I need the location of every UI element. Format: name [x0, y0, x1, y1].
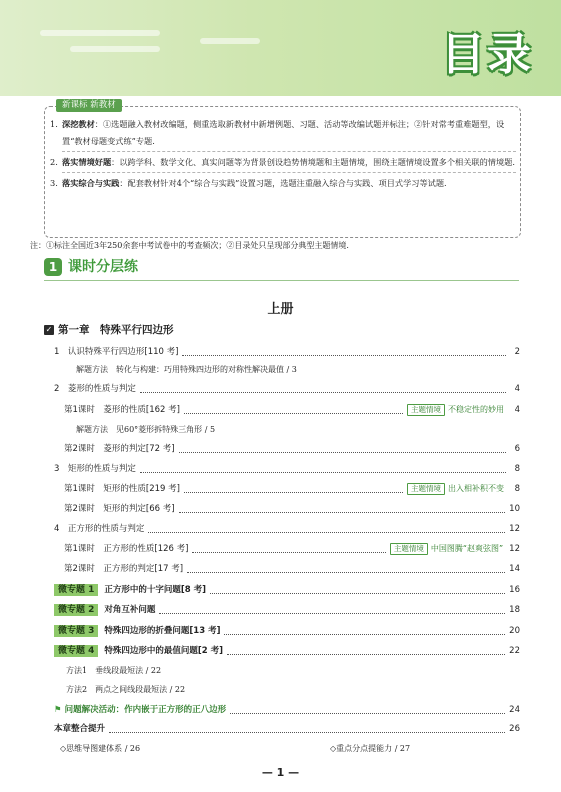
- toc-page: 14: [509, 564, 520, 574]
- toc-label: 对角互补问题: [104, 605, 156, 615]
- decor-stripe: [70, 46, 160, 52]
- theme-tag: 主题情境: [407, 404, 445, 416]
- divider: [44, 280, 519, 281]
- toc-label: 第1课时 正方形的性质[126 考]: [64, 544, 189, 554]
- leader-dots: [184, 407, 403, 414]
- theme-tag: 主题情境: [407, 483, 445, 495]
- intro-num: 1.: [50, 119, 58, 129]
- toc-label: 第1课时 矩形的性质[219 考]: [64, 484, 180, 494]
- toc-page: 4: [514, 384, 520, 394]
- toc-label: 第2课时 菱形的判定[72 考]: [64, 444, 175, 454]
- micro-topic-badge: 微专题 1: [54, 584, 98, 596]
- leader-dots: [109, 726, 505, 733]
- intro-tag: 新课标 新教材: [56, 99, 122, 112]
- decor-stripe: [40, 30, 160, 36]
- toc-entry[interactable]: [64, 404, 520, 416]
- toc-entry[interactable]: [54, 383, 520, 395]
- flag-icon: ⚑: [54, 705, 62, 715]
- intro-head: 深挖教材: [62, 119, 95, 129]
- theme-tag: 主题情境: [390, 543, 428, 555]
- toc-page: 12: [509, 524, 520, 534]
- leader-dots: [140, 386, 506, 393]
- leader-dots: [179, 506, 506, 513]
- decor-stripe: [200, 38, 260, 44]
- intro-item: [50, 175, 516, 192]
- toc-label: 1 认识特殊平行四边形[110 考]: [54, 347, 179, 357]
- toc-entry[interactable]: [64, 483, 520, 495]
- intro-head: 落实综合与实践: [62, 178, 120, 188]
- note: 注：①标注全国近3年250余套中考试卷中的考查频次；②目录处只呈现部分典型主题情境.: [30, 241, 349, 250]
- toc-entry[interactable]: [54, 584, 520, 596]
- leader-dots: [224, 628, 505, 635]
- check-icon: ✓: [45, 325, 53, 334]
- intro-item: [50, 116, 516, 150]
- toc-label: 4 正方形的性质与判定: [54, 524, 145, 534]
- theme-text: 出入相补积不变: [448, 484, 504, 493]
- toc-entry[interactable]: [54, 625, 520, 637]
- toc-page: 8: [514, 464, 520, 474]
- micro-topic-badge: 微专题 3: [54, 625, 98, 637]
- leader-dots: [140, 466, 506, 473]
- toc-entry[interactable]: [64, 443, 520, 455]
- toc-method[interactable]: [76, 364, 516, 376]
- toc-entry[interactable]: [64, 563, 520, 575]
- toc-label: 解题方法 见60°菱形拆特殊三角形 / 5: [76, 425, 216, 434]
- page-number: — 1 —: [261, 766, 300, 779]
- page-title: 目录: [441, 29, 533, 80]
- micro-topic-badge: 微专题 2: [54, 604, 98, 616]
- toc-page: 20: [509, 626, 520, 636]
- toc-label: ◇重点分点提能力 / 27: [330, 744, 411, 753]
- toc-label: 第2课时 正方形的判定[17 考]: [64, 564, 184, 574]
- toc-label: 特殊四边形中的最值问题[2 考]: [104, 646, 224, 656]
- toc-entry[interactable]: [54, 645, 520, 657]
- micro-topic-badge: 微专题 4: [54, 645, 98, 657]
- toc-page: 22: [509, 646, 520, 656]
- leader-dots: [148, 526, 505, 533]
- section-title: 课时分层练: [68, 259, 138, 275]
- chapter-heading[interactable]: [44, 323, 174, 337]
- toc-page: 12: [509, 544, 520, 554]
- toc-entry[interactable]: [64, 503, 520, 515]
- toc-entry[interactable]: [54, 704, 520, 716]
- leader-dots: [159, 607, 505, 614]
- toc-method[interactable]: [66, 684, 516, 696]
- toc-entry[interactable]: [54, 523, 520, 535]
- toc-page: 16: [509, 585, 520, 595]
- toc-page: 18: [509, 605, 520, 615]
- theme-text: 不稳定性的妙用: [448, 405, 504, 414]
- leader-dots: [179, 446, 506, 453]
- divider: [62, 172, 516, 173]
- toc-page: 4: [514, 405, 520, 415]
- toc-label: 2 菱形的性质与判定: [54, 384, 136, 394]
- intro-text: ：①选题融入教材改编题，侧重选取新教材中新增例题、习题、活动等改编试题并标注；②针对常考重难题型，设置“教材母题变式练”专题.: [62, 119, 505, 146]
- leader-dots: [230, 707, 505, 714]
- intro-list: [50, 116, 516, 192]
- leader-dots: [227, 648, 505, 655]
- section-badge: 1: [44, 258, 62, 276]
- leader-dots: [184, 486, 403, 493]
- toc-method[interactable]: [66, 665, 516, 677]
- toc-page: 26: [509, 724, 520, 734]
- leader-dots: [187, 566, 505, 573]
- toc-label: 第2课时 矩形的判定[66 考]: [64, 504, 175, 514]
- intro-head: 落实情境好题: [62, 157, 112, 167]
- toc-label: 3 矩形的性质与判定: [54, 464, 136, 474]
- toc-label: 本章整合提升: [54, 724, 106, 734]
- intro-text: ：配套教材针对4个“综合与实践”设置习题，选题注重融入综合与实践、项目式学习等试题.: [119, 178, 447, 188]
- toc-page: 10: [509, 504, 520, 514]
- toc-entry[interactable]: [54, 346, 520, 358]
- divider: [62, 151, 516, 152]
- intro-item: [50, 154, 516, 171]
- toc-label: 正方形中的十字问题[8 考]: [104, 585, 207, 595]
- toc-label: 解题方法 转化与构建：巧用特殊四边形的对称性解决最值 / 3: [76, 365, 297, 374]
- toc-label: 问题解决活动：作内嵌于正方形的正八边形: [64, 705, 227, 715]
- toc-subsection-row[interactable]: [60, 743, 520, 755]
- theme-text: 中国图腾“赵爽弦图”: [430, 544, 504, 553]
- intro-text: ：以跨学科、数学文化、真实问题等为背景创设趋势情境题和主题情境，围绕主题情境设置多个相关联的情境题.: [111, 157, 515, 167]
- leader-dots: [182, 349, 506, 356]
- toc-label: 方法1 垂线段最短法 / 22: [66, 666, 162, 675]
- leader-dots: [210, 587, 505, 594]
- leader-dots: [192, 546, 385, 553]
- toc-label: 特殊四边形的折叠问题[13 考]: [104, 626, 221, 636]
- toc-page: 2: [514, 347, 520, 357]
- toc-page: 6: [514, 444, 520, 454]
- toc-entry[interactable]: [54, 604, 520, 616]
- toc-label: ◇思维导图建体系 / 26: [60, 744, 141, 753]
- toc-entry[interactable]: [54, 723, 520, 735]
- toc-page: 24: [509, 705, 520, 715]
- volume-title: 上册: [267, 302, 294, 317]
- chapter-title: 第一章 特殊平行四边形: [58, 324, 174, 336]
- toc-label: 方法2 两点之间线段最短法 / 22: [66, 685, 186, 694]
- intro-num: 2.: [50, 157, 58, 167]
- toc-page: 8: [514, 484, 520, 494]
- toc-entry[interactable]: [64, 543, 520, 555]
- toc-label: 第1课时 菱形的性质[162 考]: [64, 405, 180, 415]
- toc-method[interactable]: [76, 424, 516, 436]
- toc-entry[interactable]: [54, 463, 520, 475]
- intro-num: 3.: [50, 178, 58, 188]
